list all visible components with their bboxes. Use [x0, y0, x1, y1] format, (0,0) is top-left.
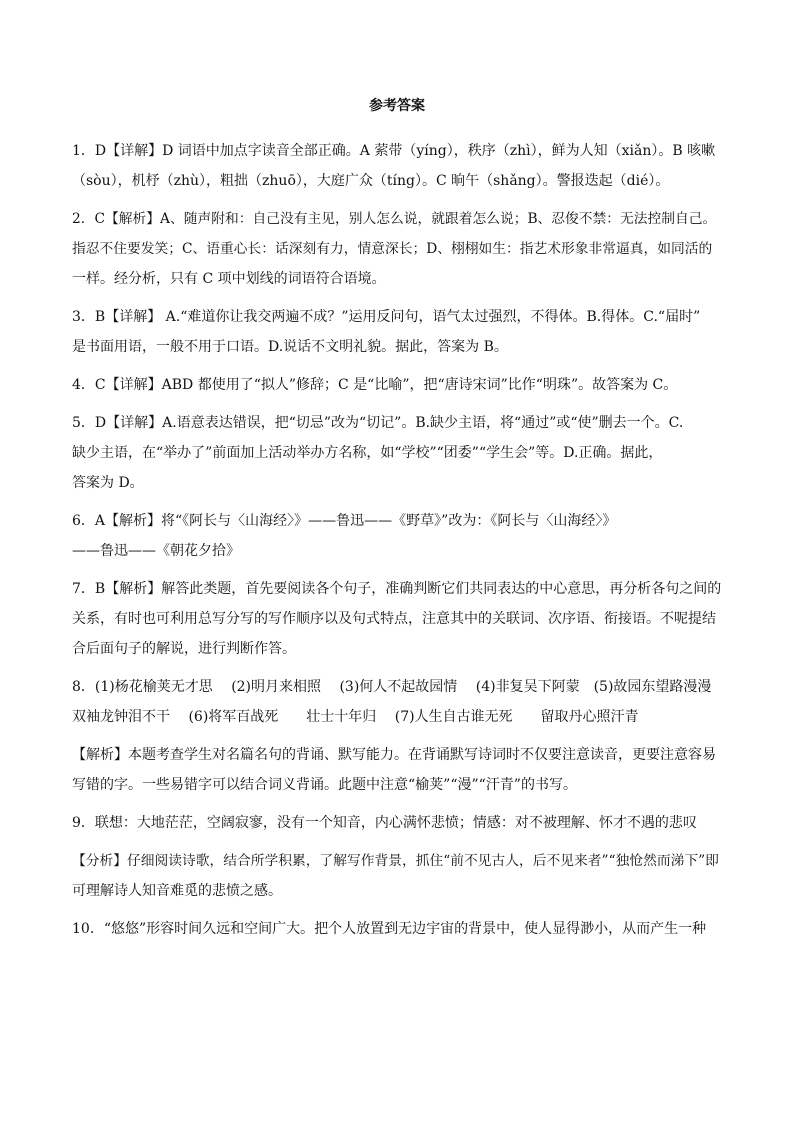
answer-8-analysis	[72, 740, 722, 800]
answer-line: 【分析】仔细阅读诗歌，结合所学积累，了解写作背景，抓住“前不见古人，后不见来者”“独怆然而涕下”即	[72, 853, 719, 869]
answer-line: 7．B【解析】解答此类题，首先要阅读各个句子，准确判断它们共同表达的中心意思，再分析各句之间的	[72, 581, 722, 597]
answer-9-analysis	[72, 846, 722, 906]
answer-line: 一样。经分析，只有 C 项中划线的词语符合语境。	[72, 271, 386, 287]
answer-line: ——鲁迅——《朝花夕拾》	[72, 543, 240, 559]
answer-8	[72, 672, 722, 732]
page-title: 参考答案	[369, 98, 425, 114]
answer-3	[72, 302, 722, 362]
answer-line: 指忍不住要发笑；C、语重心长：话深刻有力，情意深长；D、栩栩如生：指艺术形象非常逼真，如同活的	[72, 241, 713, 257]
answer-10	[72, 914, 722, 944]
answer-line: 8．(1)杨花榆荚无才思 (2)明月来相照 (3)何人不起故园情 (4)非复吴下阿蒙 (5)故园东望路漫漫	[72, 679, 712, 695]
answer-line: 写错的字。一些易错字可以结合词义背诵。此题中注意“榆荚”“漫”“汗青”的书写。	[72, 777, 577, 793]
answer-line: 答案为 D。	[72, 475, 144, 491]
answer-line: （sòu），机杼（zhù），粗拙（zhuō），大庭广众（tíng）。C 晌午（shǎng）。警报迭起（dié）。	[72, 173, 670, 189]
answer-line: 可理解诗人知音难觅的悲愤之感。	[72, 883, 282, 899]
answer-6	[72, 506, 722, 566]
answer-line: 双袖龙钟泪不干 (6)将军百战死 壮士十年归 (7)人生自古谁无死 留取丹心照汗青	[72, 709, 639, 725]
answer-line: 缺少主语，在“举办了”前面加上活动举办方名称，如“学校”“团委”“学生会”等。D.正确。据此，	[72, 445, 663, 461]
answer-line: 1．D【详解】D 词语中加点字读音全部正确。A 萦带（yíng），秩序（zhì），鲜为人知（xiǎn）。B 咳嗽	[72, 143, 716, 159]
answer-2	[72, 204, 722, 294]
answer-line: 10．“悠悠”形容时间久远和空间广大。把个人放置到无边宇宙的背景中，使人显得渺小，从而产生一种	[72, 921, 707, 937]
answer-line: 4．C【详解】ABD 都使用了“拟人”修辞；C 是“比喻”，把“唐诗宋词”比作“明珠”。故答案为 C。	[72, 377, 678, 393]
answer-line: 3．B【详解】 A.“难道你让我交两遍不成？”运用反问句，语气太过强烈，不得体。B.得体。C.“届时”	[72, 309, 701, 325]
answer-line: 【解析】本题考查学生对名篇名句的背诵、默写能力。在背诵默写诗词时不仅要注意读音，更要注意容易	[72, 747, 716, 763]
answer-line: 5．D【详解】A.语意表达错误，把“切忌”改为“切记”。B.缺少主语，将“通过”或“使”删去一个。C.	[72, 415, 684, 431]
answer-5	[72, 408, 722, 498]
answer-line: 6．A【解析】将“《阿长与〈山海经〉》——鲁迅——《野草》”改为：《阿长与〈山海经〉》	[72, 513, 617, 529]
answer-line: 9．联想：大地茫茫，空阔寂寥，没有一个知音，内心满怀悲愤；情感：对不被理解、怀才不遇的悲叹	[72, 815, 697, 831]
answer-line: 是书面用语，一般不用于口语。D.说话不文明礼貌。据此，答案为 B。	[72, 339, 508, 355]
answer-line: 合后面句子的解说，进行判断作答。	[72, 641, 296, 657]
answer-7	[72, 574, 722, 664]
answer-line: 关系，有时也可利用总写分写的写作顺序以及句式特点，注意其中的关联词、次序语、衔接语。不呢提结	[72, 611, 716, 627]
answer-1	[72, 136, 722, 196]
answer-line: 2．C【解析】A、随声附和：自己没有主见，别人怎么说，就跟着怎么说；B、忍俊不禁：无法控制自己。	[72, 211, 717, 227]
answer-4	[72, 370, 722, 400]
answer-9	[72, 808, 722, 838]
